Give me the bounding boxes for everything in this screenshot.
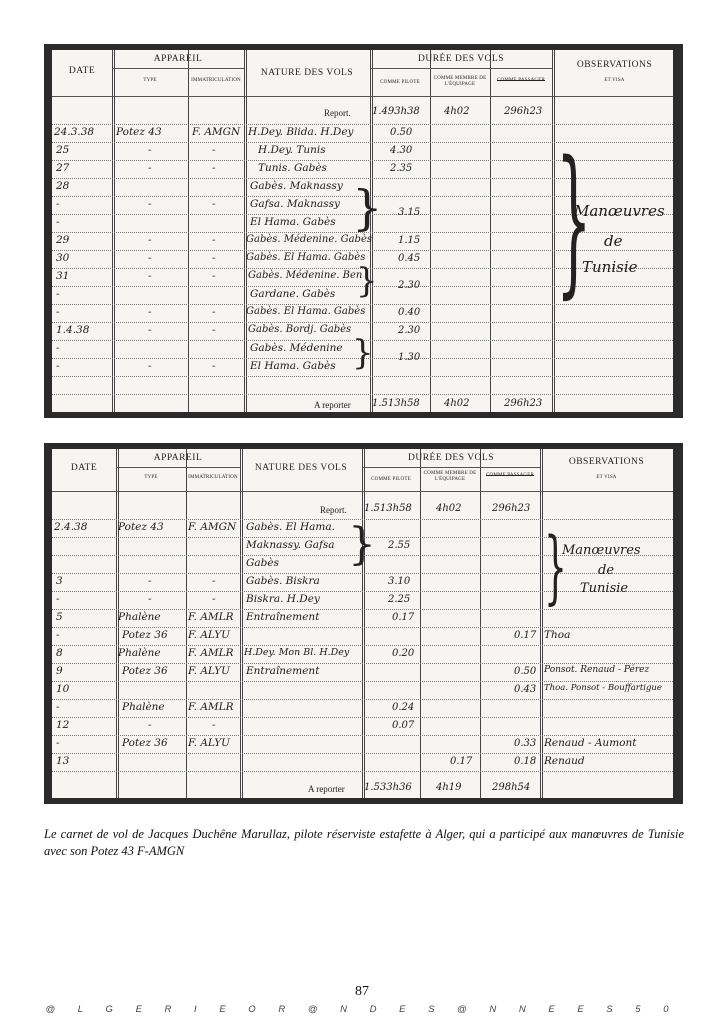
entry-immat: - — [212, 198, 216, 210]
header-comme-membre: COMME MEMBRE DE L'ÉQUIPAGE — [433, 76, 487, 87]
entry-immat: F. ALYU — [188, 737, 230, 749]
report-passager: 296h23 — [504, 106, 543, 117]
ruled-line — [52, 124, 673, 125]
entry-immat: - — [212, 252, 216, 264]
entry-observation: Renaud - Aumont — [544, 737, 637, 749]
column-divider — [116, 449, 119, 798]
header-date: DATE — [68, 66, 96, 76]
entry-nature: Entraînement — [246, 611, 320, 623]
entry-date: - — [56, 342, 60, 354]
entry-immat: - — [212, 719, 216, 731]
header-comme-pilote: COMME PILOTE — [380, 80, 420, 85]
entry-nature: El Hama. Gabès — [250, 360, 336, 372]
entry-nature: Gafsa. Maknassy — [250, 198, 340, 210]
entry-immat: F. AMLR — [188, 647, 234, 659]
entry-type: - — [148, 719, 152, 731]
entry-pilote: 3.10 — [388, 576, 411, 587]
entry-pilote: 2.25 — [388, 594, 411, 605]
report-equipage: 4h02 — [436, 503, 462, 514]
ruled-line — [52, 609, 673, 610]
report-label: Report. — [324, 108, 351, 118]
ruled-line — [52, 771, 673, 772]
reporter-equipage: 4h02 — [444, 398, 470, 409]
entry-passager: 0.43 — [514, 684, 537, 695]
reporter-pilote: 1.513h58 — [372, 398, 420, 409]
entry-pilote: 0.40 — [398, 307, 421, 318]
entry-type: - — [148, 252, 152, 264]
header-comme-passager: COMME PASSAGER — [485, 473, 535, 478]
entry-date: 10 — [56, 683, 70, 695]
entry-immat: F. AMGN — [188, 521, 237, 533]
entry-immat: - — [212, 575, 216, 587]
entry-date: - — [56, 737, 60, 749]
entry-immat: - — [212, 324, 216, 336]
column-divider — [240, 449, 243, 798]
entry-immat: - — [212, 360, 216, 372]
entry-immat: F. ALYU — [188, 665, 230, 677]
ruled-line — [52, 645, 673, 646]
header-appareil: APPAREIL — [153, 453, 203, 463]
ruled-line — [52, 663, 673, 664]
ruled-line — [52, 376, 673, 377]
entry-passager: 0.33 — [514, 738, 537, 749]
entry-nature: Gabès. Médenine. Gabès — [246, 234, 372, 245]
entry-type: Phalène — [122, 701, 165, 713]
entry-immat: F. AMGN — [192, 126, 241, 138]
header-line — [116, 467, 240, 468]
reporter-equipage: 4h19 — [436, 782, 462, 793]
header-line — [362, 467, 540, 468]
ruled-line — [52, 717, 673, 718]
entry-immat: - — [212, 306, 216, 318]
entry-type: - — [148, 593, 152, 605]
entry-pilote: 0.20 — [392, 648, 415, 659]
header-line — [112, 68, 244, 69]
entry-immat: - — [212, 270, 216, 282]
logbook-scan-1 — [44, 44, 683, 418]
entry-pilote: 3.15 — [398, 207, 421, 218]
ruled-line — [52, 394, 673, 395]
reporter-label: A reporter — [314, 400, 351, 410]
observation-brace: } — [544, 520, 567, 613]
observation-line: Tunisie — [580, 581, 629, 596]
entry-passager: 0.18 — [514, 756, 537, 767]
entry-nature: Entraînement — [246, 665, 320, 677]
column-divider — [420, 449, 421, 798]
entry-pilote: 2.30 — [398, 325, 421, 336]
entry-date: - — [56, 629, 60, 641]
entry-type: - — [148, 360, 152, 372]
entry-passager: 0.17 — [514, 630, 537, 641]
entry-date: 27 — [56, 162, 70, 174]
entry-type: - — [148, 198, 152, 210]
reporter-passager: 298h54 — [492, 782, 531, 793]
observation-line: de — [604, 232, 623, 250]
entry-pilote: 0.07 — [392, 720, 415, 731]
ruled-line — [52, 681, 673, 682]
entry-nature: Gabès. Biskra — [246, 575, 320, 587]
entry-observation: Thoa — [544, 629, 571, 641]
entry-date: 29 — [56, 234, 70, 246]
entry-nature: Gabès. Maknassy — [250, 180, 343, 192]
entry-date: 3 — [56, 575, 63, 587]
logbook-page-2 — [52, 449, 673, 798]
entry-passager: 0.50 — [514, 666, 537, 677]
grouping-brace: } — [348, 519, 376, 570]
entry-observation: Thoa. Ponsot - Bouffartigue — [544, 683, 662, 693]
report-pilote: 1.493h38 — [372, 106, 420, 117]
header-comme-membre: COMME MEMBRE DE L'ÉQUIPAGE — [423, 471, 477, 482]
header-observations: OBSERVATIONS — [576, 60, 653, 70]
entry-pilote: 0.17 — [392, 612, 415, 623]
entry-immat: - — [212, 144, 216, 156]
entry-nature: Gardane. Gabès — [250, 288, 336, 300]
entry-nature: Tunis. Gabès — [258, 162, 327, 174]
entry-nature: El Hama. Gabès — [250, 216, 336, 228]
entry-date: 12 — [56, 719, 70, 731]
ruled-line — [52, 735, 673, 736]
entry-pilote: 1.15 — [398, 235, 421, 246]
entry-type: - — [148, 324, 152, 336]
header-et-visa: ET VISA — [596, 475, 617, 480]
entry-pilote: 2.55 — [388, 540, 411, 551]
header-bottom-line — [52, 491, 673, 492]
report-equipage: 4h02 — [444, 106, 470, 117]
ruled-line — [52, 322, 673, 323]
observation-line: Manœuvres — [562, 543, 641, 558]
page-number: 87 — [355, 984, 369, 999]
entry-date: 13 — [56, 755, 70, 767]
entry-pilote: 1.30 — [398, 352, 421, 363]
entry-nature: Gabès. El Hama. Gabès — [246, 306, 366, 317]
entry-immat: F. AMLR — [188, 611, 234, 623]
ruled-line — [52, 699, 673, 700]
header-duree: DURÉE DES VOLS — [408, 453, 494, 463]
entry-date: - — [56, 593, 60, 605]
observation-brace: } — [556, 126, 592, 313]
entry-immat: - — [212, 234, 216, 246]
entry-equipage: 0.17 — [450, 756, 473, 767]
entry-date: 30 — [56, 252, 70, 264]
entry-type: - — [148, 306, 152, 318]
entry-pilote: 2.30 — [398, 280, 421, 291]
grouping-brace: } — [356, 261, 378, 301]
header-immatriculation: IMMATRICULATION — [188, 475, 238, 480]
header-date: DATE — [70, 463, 98, 473]
entry-type: Potez 36 — [122, 629, 168, 641]
entry-date: 5 — [56, 611, 63, 623]
entry-nature: Biskra. H.Dey — [246, 593, 320, 605]
entry-immat: F. ALYU — [188, 629, 230, 641]
header-comme-pilote: COMME PILOTE — [371, 477, 411, 482]
entry-date: - — [56, 198, 60, 210]
entry-type: Phalène — [118, 647, 161, 659]
ruled-line — [52, 573, 673, 574]
entry-date: 24.3.38 — [54, 126, 95, 138]
grouping-brace: } — [352, 333, 374, 373]
header-et-visa: ET VISA — [604, 78, 625, 83]
entry-pilote: 0.45 — [398, 253, 421, 264]
entry-nature: H.Dey. Blida. H.Dey — [248, 126, 354, 138]
figure-caption: Le carnet de vol de Jacques Duchêne Marullaz, pilote réserviste estafette à Alger, qui a participé aux manœuvres de Tunisie avec son Potez 43 F-AMGN — [44, 827, 684, 858]
entry-pilote: 0.24 — [392, 702, 415, 713]
column-divider — [540, 449, 543, 798]
header-immatriculation: IMMATRICULATION — [191, 78, 241, 83]
header-observations: OBSERVATIONS — [568, 457, 645, 467]
entry-type: - — [148, 270, 152, 282]
entry-date: 1.4.38 — [56, 324, 90, 336]
entry-date: - — [56, 360, 60, 372]
entry-date: 8 — [56, 647, 63, 659]
column-divider — [186, 449, 187, 798]
entry-nature: Gabès. El Hama. Gabès — [246, 252, 366, 263]
entry-date: - — [56, 288, 60, 300]
entry-observation: Renaud — [544, 755, 585, 767]
reporter-pilote: 1.533h36 — [364, 782, 412, 793]
entry-type: - — [148, 575, 152, 587]
reporter-label: A reporter — [308, 784, 345, 794]
entry-date: 25 — [56, 144, 70, 156]
header-nature: NATURE DES VOLS — [260, 68, 354, 78]
entry-date: - — [56, 216, 60, 228]
observation-line: de — [598, 563, 615, 578]
header-bottom-line — [52, 96, 673, 97]
entry-immat: - — [212, 593, 216, 605]
entry-nature: Gabès. El Hama. — [246, 521, 335, 533]
report-pilote: 1.513h58 — [364, 503, 412, 514]
ruled-line — [52, 753, 673, 754]
logbook-scan-2 — [44, 443, 683, 804]
logbook-page-1 — [52, 50, 673, 412]
entry-pilote: 4.30 — [390, 145, 413, 156]
entry-nature: H.Dey. Tunis — [258, 144, 326, 156]
entry-pilote: 2.35 — [390, 163, 413, 174]
entry-type: - — [148, 234, 152, 246]
observation-line: Manœuvres — [574, 202, 665, 220]
entry-nature: Gabès. Bordj. Gabès — [248, 324, 352, 335]
entry-date: - — [56, 306, 60, 318]
entry-type: - — [148, 144, 152, 156]
header-line — [370, 68, 552, 69]
entry-type: Potez 43 — [118, 521, 164, 533]
entry-type: Phalène — [118, 611, 161, 623]
entry-immat: F. AMLR — [188, 701, 234, 713]
header-duree: DURÉE DES VOLS — [418, 54, 504, 64]
grouping-brace: } — [352, 180, 383, 236]
header-type: TYPE — [144, 475, 158, 480]
column-divider — [362, 449, 365, 798]
entry-type: Potez 36 — [122, 665, 168, 677]
header-appareil: APPAREIL — [153, 54, 203, 64]
observation-line: Tunisie — [582, 258, 638, 276]
entry-date: 31 — [56, 270, 70, 282]
entry-nature: H.Dey. Mon Bl. H.Dey — [244, 647, 350, 658]
entry-observation: Ponsot. Renaud - Pérez — [544, 665, 650, 675]
header-type: TYPE — [143, 78, 157, 83]
entry-type: Potez 43 — [116, 126, 162, 138]
entry-immat: - — [212, 162, 216, 174]
header-nature: NATURE DES VOLS — [254, 463, 348, 473]
report-label: Report. — [320, 505, 347, 515]
entry-date: 2.4.38 — [54, 521, 88, 533]
entry-nature: Gabès — [246, 557, 279, 569]
column-divider — [480, 449, 481, 798]
ruled-line — [52, 627, 673, 628]
entry-nature: Maknassy. Gafsa — [246, 539, 335, 551]
entry-nature: Gabès. Médenine. Ben — [248, 270, 363, 281]
entry-date: 9 — [56, 665, 63, 677]
entry-date: - — [56, 701, 60, 713]
entry-type: - — [148, 162, 152, 174]
entry-pilote: 0.50 — [390, 127, 413, 138]
footer-title: @ L G E R I E O R @ N D E S @ N N E E S 5 0 — [45, 1004, 679, 1015]
entry-nature: Gabès. Médenine — [250, 342, 343, 354]
report-passager: 296h23 — [492, 503, 531, 514]
entry-type: Potez 36 — [122, 737, 168, 749]
reporter-passager: 296h23 — [504, 398, 543, 409]
header-comme-passager: COMME PASSAGER — [496, 78, 546, 83]
entry-date: 28 — [56, 180, 70, 192]
